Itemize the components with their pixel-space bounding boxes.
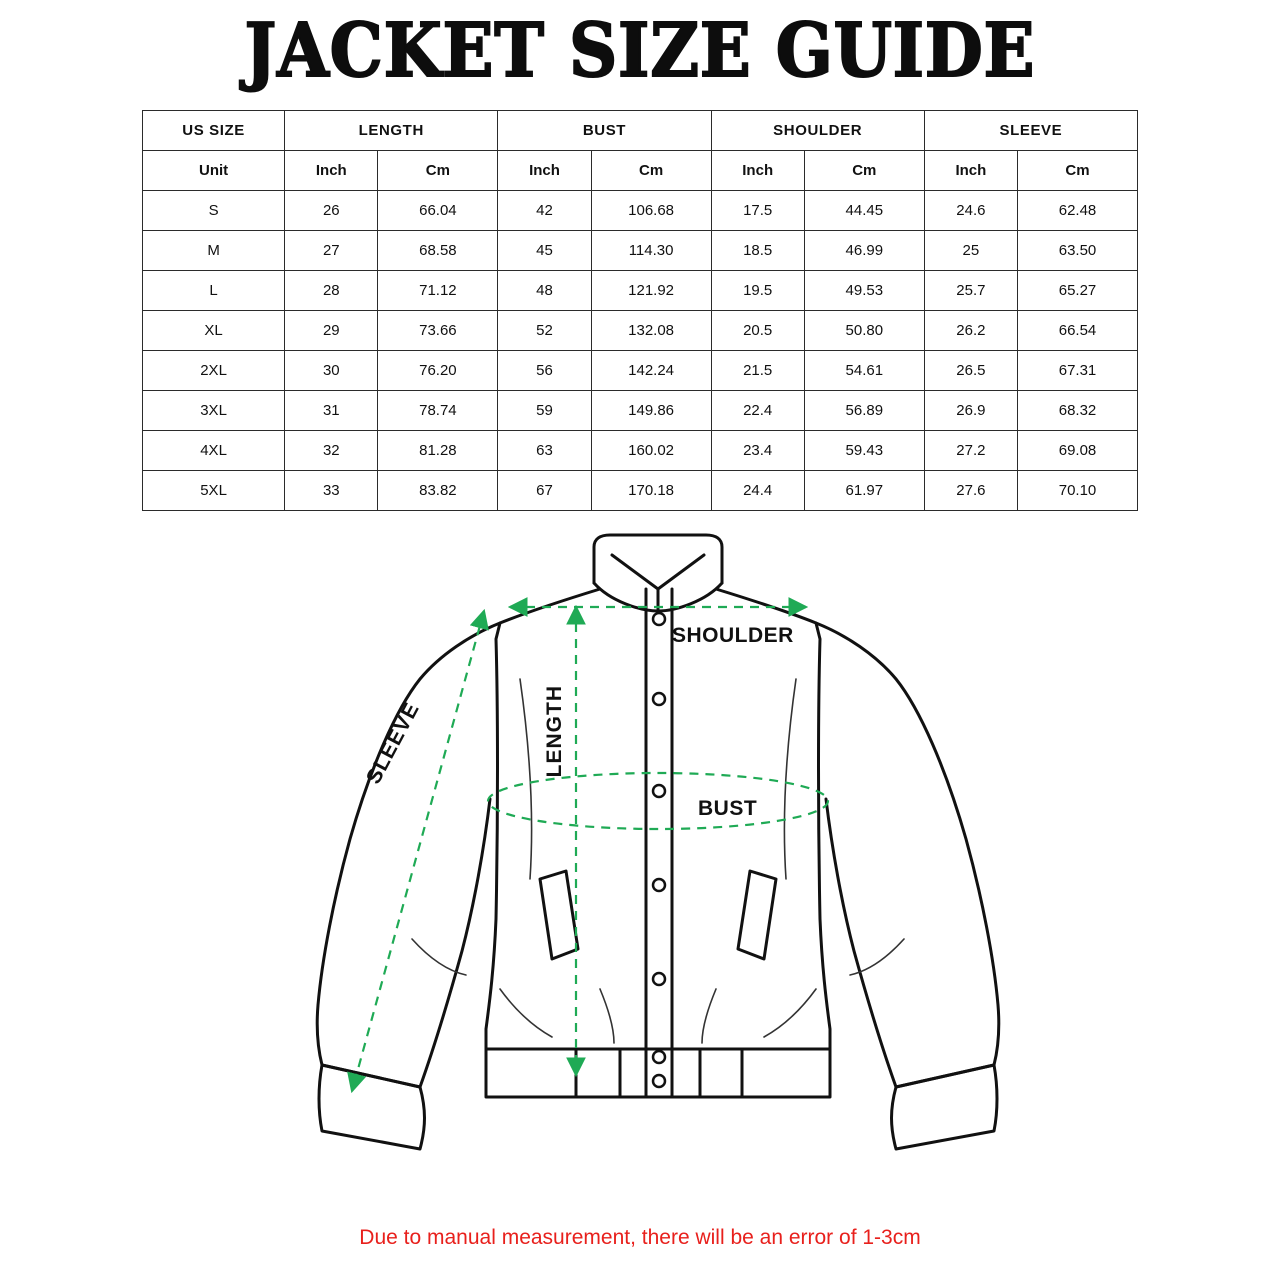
cell-bust-cm: 132.08 [591, 311, 711, 351]
cell-shoulder-inch: 20.5 [711, 311, 804, 351]
cell-sleeve-cm: 62.48 [1018, 191, 1138, 231]
cell-sleeve-inch: 24.6 [924, 191, 1017, 231]
group-header-length: LENGTH [285, 111, 498, 151]
cell-sleeve-inch: 25 [924, 231, 1017, 271]
unit-shoulder-inch: Inch [711, 151, 804, 191]
cell-length-inch: 28 [285, 271, 378, 311]
cell-length-cm: 73.66 [378, 311, 498, 351]
cell-size: S [143, 191, 285, 231]
group-header-row [143, 111, 1138, 151]
unit-length-inch: Inch [285, 151, 378, 191]
unit-label: Unit [143, 151, 285, 191]
cell-shoulder-cm: 44.45 [804, 191, 924, 231]
cell-bust-inch: 48 [498, 271, 591, 311]
cell-bust-cm: 114.30 [591, 231, 711, 271]
unit-bust-cm: Cm [591, 151, 711, 191]
group-header-shoulder: SHOULDER [711, 111, 924, 151]
cell-bust-cm: 106.68 [591, 191, 711, 231]
cell-length-cm: 68.58 [378, 231, 498, 271]
table-row [143, 311, 1138, 351]
cell-length-inch: 29 [285, 311, 378, 351]
cell-shoulder-cm: 59.43 [804, 431, 924, 471]
unit-sleeve-cm: Cm [1018, 151, 1138, 191]
group-header-us-size: US SIZE [143, 111, 285, 151]
cell-size: 4XL [143, 431, 285, 471]
cell-length-cm: 81.28 [378, 431, 498, 471]
cell-bust-inch: 52 [498, 311, 591, 351]
cell-sleeve-cm: 67.31 [1018, 351, 1138, 391]
measurement-note: Due to manual measurement, there will be an error of 1-3cm [359, 1226, 921, 1249]
cell-sleeve-cm: 70.10 [1018, 471, 1138, 511]
cell-shoulder-cm: 61.97 [804, 471, 924, 511]
cell-length-inch: 32 [285, 431, 378, 471]
cell-sleeve-cm: 69.08 [1018, 431, 1138, 471]
unit-sleeve-inch: Inch [924, 151, 1017, 191]
unit-shoulder-cm: Cm [804, 151, 924, 191]
cell-sleeve-cm: 66.54 [1018, 311, 1138, 351]
cell-length-inch: 27 [285, 231, 378, 271]
cell-size: XL [143, 311, 285, 351]
group-header-bust: BUST [498, 111, 711, 151]
table-row [143, 391, 1138, 431]
cell-bust-cm: 142.24 [591, 351, 711, 391]
cell-sleeve-inch: 26.5 [924, 351, 1017, 391]
cell-bust-cm: 160.02 [591, 431, 711, 471]
cell-shoulder-cm: 49.53 [804, 271, 924, 311]
cell-shoulder-cm: 46.99 [804, 231, 924, 271]
cell-bust-inch: 42 [498, 191, 591, 231]
cell-shoulder-inch: 24.4 [711, 471, 804, 511]
cell-shoulder-inch: 19.5 [711, 271, 804, 311]
cell-length-inch: 30 [285, 351, 378, 391]
page-title: JACKET SIZE GUIDE [244, 8, 1036, 94]
table-row [143, 471, 1138, 511]
cell-bust-inch: 63 [498, 431, 591, 471]
table-row [143, 231, 1138, 271]
table-row [143, 191, 1138, 231]
cell-shoulder-inch: 21.5 [711, 351, 804, 391]
cell-length-inch: 33 [285, 471, 378, 511]
unit-length-cm: Cm [378, 151, 498, 191]
unit-row [143, 151, 1138, 191]
cell-sleeve-inch: 27.2 [924, 431, 1017, 471]
cell-length-cm: 76.20 [378, 351, 498, 391]
group-header-sleeve: SLEEVE [924, 111, 1137, 151]
label-length: LENGTH [543, 685, 566, 778]
cell-shoulder-inch: 17.5 [711, 191, 804, 231]
cell-bust-cm: 121.92 [591, 271, 711, 311]
size-table-container [142, 110, 1138, 511]
cell-size: 5XL [143, 471, 285, 511]
label-shoulder: SHOULDER [672, 624, 794, 647]
cell-sleeve-inch: 27.6 [924, 471, 1017, 511]
cell-bust-cm: 170.18 [591, 471, 711, 511]
cell-size: M [143, 231, 285, 271]
cell-sleeve-cm: 68.32 [1018, 391, 1138, 431]
cell-bust-inch: 56 [498, 351, 591, 391]
cell-sleeve-cm: 63.50 [1018, 231, 1138, 271]
label-bust: BUST [698, 797, 758, 820]
label-sleeve: SLEEVE [362, 698, 425, 788]
cell-length-cm: 66.04 [378, 191, 498, 231]
unit-bust-inch: Inch [498, 151, 591, 191]
cell-bust-inch: 59 [498, 391, 591, 431]
jacket-illustration-svg [0, 519, 1280, 1179]
cell-size: 3XL [143, 391, 285, 431]
cell-length-cm: 83.82 [378, 471, 498, 511]
cell-length-inch: 31 [285, 391, 378, 431]
cell-sleeve-cm: 65.27 [1018, 271, 1138, 311]
table-row [143, 351, 1138, 391]
cell-size: 2XL [143, 351, 285, 391]
cell-length-inch: 26 [285, 191, 378, 231]
cell-shoulder-inch: 22.4 [711, 391, 804, 431]
size-table [142, 110, 1138, 511]
cell-sleeve-inch: 25.7 [924, 271, 1017, 311]
cell-bust-inch: 45 [498, 231, 591, 271]
cell-shoulder-cm: 50.80 [804, 311, 924, 351]
cell-size: L [143, 271, 285, 311]
cell-shoulder-cm: 56.89 [804, 391, 924, 431]
cell-length-cm: 78.74 [378, 391, 498, 431]
table-row [143, 431, 1138, 471]
cell-sleeve-inch: 26.2 [924, 311, 1017, 351]
cell-bust-inch: 67 [498, 471, 591, 511]
cell-shoulder-cm: 54.61 [804, 351, 924, 391]
table-head [143, 111, 1138, 151]
table-row [143, 271, 1138, 311]
cell-shoulder-inch: 18.5 [711, 231, 804, 271]
jacket-diagram [0, 519, 1280, 1179]
table-body [143, 151, 1138, 511]
cell-length-cm: 71.12 [378, 271, 498, 311]
cell-shoulder-inch: 23.4 [711, 431, 804, 471]
cell-bust-cm: 149.86 [591, 391, 711, 431]
cell-sleeve-inch: 26.9 [924, 391, 1017, 431]
